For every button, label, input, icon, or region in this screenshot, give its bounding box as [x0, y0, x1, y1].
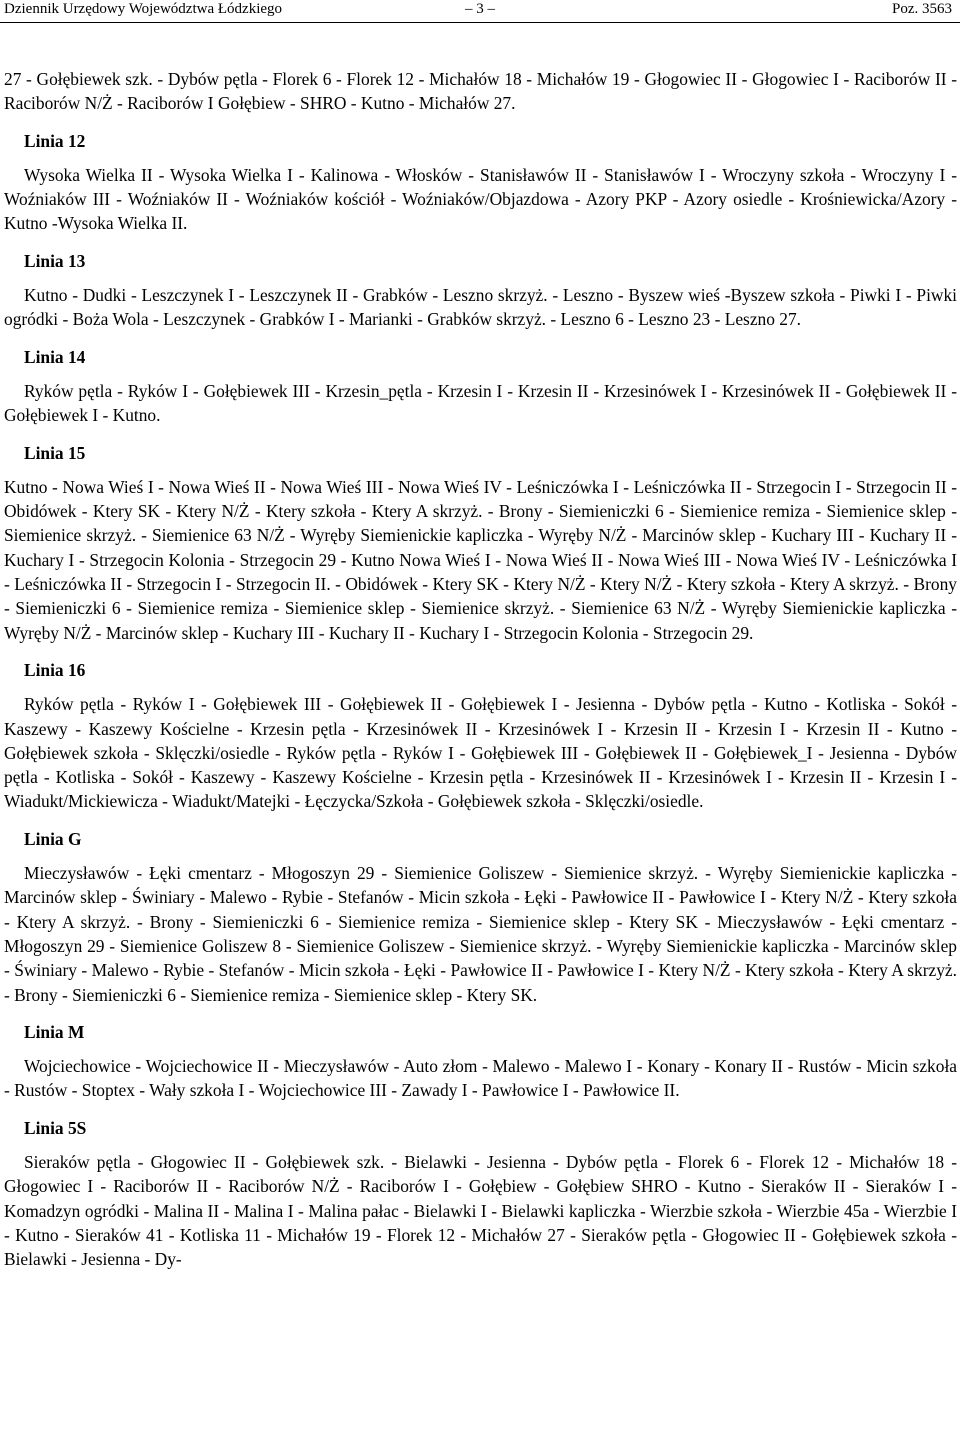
- continued-route-text: 27 - Gołębiewek szk. - Dybów pętla - Florek 6 - Florek 12 - Michałów 18 - Michałów 19 - Głogowiec II - Głogowiec I - Raciborów II - Raciborów N/Ż - Raciborów I Gołębiew - SHRO - Kutno - Michałów 27.: [4, 69, 957, 114]
- section-heading-linia-g: Linia G: [24, 828, 82, 849]
- route-text-linia-g: Mieczysławów - Łęki cmentarz - Młogoszyn 29 - Siemienice Goliszew - Siemienice skrzyż. - Wyręby Siemienickie kapliczka - Marcinów sklep - Świniary - Malewo - Rybie - Stefanów - Micin szkoła - Łęki - Pawłowice II - Pawłowice I - Ktery N/Ż - Ktery szkoła - Ktery A skrzyż. - Brony - Siemieniczki 6 - Siemienice remiza - Siemienice sklep - Ktery SK - Mieczysławów - Łęki cmentarz - Młogoszyn 29 - Siemienice Goliszew 8 - Siemienice Goliszew - Siemienice skrzyż. - Wyręby Siemienickie kapliczka - Marcinów sklep - Świniary - Malewo - Rybie - Stefanów - Micin szkoła - Łęki - Pawłowice II - Pawłowice I - Ktery N/Ż - Ktery szkoła - Ktery A skrzyż. - Brony - Siemieniczki 6 - Siemienice remiza - Siemienice sklep - Ktery SK.: [4, 863, 957, 1005]
- route-text-linia-16: Ryków pętla - Ryków I - Gołębiewek III - Gołębiewek II - Gołębiewek I - Jesienna - Dybów pętla - Kutno - Kotliska - Sokół - Kaszewy - Kaszewy Kościelne - Krzesin pętla - Krzesinówek II - Krzesinówek I - Krzesin II - Krzesin I - Krzesin II - Kutno - Gołębiewek szkoła - Sklęczki/osiedle - Ryków pętla - Ryków I - Gołębiewek III - Gołębiewek II - Gołębiewek_I - Jesienna - Dybów pętla - Kotliska - Sokół - Kaszewy - Kaszewy Kościelne - Krzesin pętla - Krzesinówek II - Krzesinówek I - Krzesin II - Krzesin I - Wiadukt/Mickiewicza - Wiadukt/Matejki - Łęczycka/Szkoła - Gołębiewek szkoła - Sklęczki/osiedle.: [4, 694, 957, 812]
- journal-title: Dziennik Urzędowy Województwa Łódzkiego: [4, 1, 283, 17]
- route-text-linia-15: Kutno - Nowa Wieś I - Nowa Wieś II - Nowa Wieś III - Nowa Wieś IV - Leśniczówka I - Leśniczówka II - Strzegocin I - Strzegocin II - Obidówek - Ktery SK - Ktery N/Ż - Ktery szkoła - Ktery A skrzyż. - Brony - Siemieniczki 6 - Siemienice remiza - Siemienice sklep - Siemienice skrzyż. - Siemienice 63 N/Ż - Wyręby Siemienickie kapliczka - Wyręby N/Ż - Marcinów sklep - Kuchary III - Kuchary II - Kuchary I - Strzegocin Kolonia - Strzegocin 29 - Kutno Nowa Wieś I - Nowa Wieś II - Nowa Wieś III - Nowa Wieś IV - Leśniczówka I - Leśniczówka II - Strzegocin I - Strzegocin II. - Obidówek - Ktery SK - Ktery N/Ż - Ktery N/Ż - Ktery szkoła - Ktery A skrzyż. - Brony - Siemieniczki 6 - Siemienice remiza - Siemienice sklep - Siemienice skrzyż. - Siemienice 63 N/Ż - Wyręby Siemienickie kapliczka - Wyręby N/Ż - Marcinów sklep - Kuchary III - Kuchary II - Kuchary I - Strzegocin Kolonia - Strzegocin 29.: [4, 476, 957, 643]
- position-number: Poz. 3563: [892, 1, 952, 17]
- route-text-linia-5s: Sieraków pętla - Głogowiec II - Gołębiewek szk. - Bielawki - Jesienna - Dybów pętla - Florek 6 - Florek 12 - Michałów 18 - Głogowiec I - Raciborów II - Raciborów N/Ż - Raciborów I - Gołębiew - Gołębiew SHRO - Kutno - Sieraków II - Sieraków I - Komadzyn ogródki - Malina II - Malina I - Malina pałac - Bielawki I - Bielawki kapliczka - Wierzbie szkoła - Wierzbie 45a - Wierzbie I - Kutno - Sieraków 41 - Kotliska 11 - Michałów 19 - Florek 12 - Michałów 27 - Sieraków pętla - Głogowiec II - Gołębiewek szkoła - Bielawki - Jesienna - Dy-: [4, 1151, 957, 1270]
- section-heading-linia-5s: Linia 5S: [24, 1117, 87, 1138]
- section-heading-linia-m: Linia M: [24, 1021, 85, 1042]
- route-text-linia-12: Wysoka Wielka II - Wysoka Wielka I - Kalinowa - Włosków - Stanisławów II - Stanisławów I - Wroczyny szkoła - Wroczyny I - Woźniaków III - Woźniaków II - Woźniaków kościół - Woźniaków/Objazdowa - Azory PKP - Azory osiedle - Krośniewicka/Azory - Kutno -Wysoka Wielka II.: [4, 164, 957, 234]
- section-heading-linia-12: Linia 12: [24, 130, 86, 151]
- document-body: [4, 67, 957, 1271]
- page-header: [0, 0, 960, 23]
- section-heading-linia-14: Linia 14: [24, 346, 86, 367]
- section-heading-linia-16: Linia 16: [24, 659, 86, 680]
- route-text-linia-14: Ryków pętla - Ryków I - Gołębiewek III - Krzesin_pętla - Krzesin I - Krzesin II - Krzesinówek I - Krzesinówek II - Gołębiewek II - Gołębiewek I - Kutno.: [4, 380, 957, 426]
- section-heading-linia-13: Linia 13: [24, 250, 86, 271]
- route-text-linia-13: Kutno - Dudki - Leszczynek I - Leszczynek II - Grabków - Leszno skrzyż. - Leszno - Byszew wieś -Byszew szkoła - Piwki I - Piwki ogródki - Boża Wola - Leszczynek - Grabków I - Marianki - Grabków skrzyż. - Leszno 6 - Leszno 23 - Leszno 27.: [4, 285, 957, 330]
- section-heading-linia-15: Linia 15: [24, 442, 86, 463]
- route-text-linia-m: Wojciechowice - Wojciechowice II - Mieczysławów - Auto złom - Malewo - Malewo I - Konary - Konary II - Rustów - Micin szkoła - Rustów - Stoptex - Wały szkoła I - Wojciechowice III - Zawady I - Pawłowice I - Pawłowice II.: [4, 1056, 957, 1101]
- page-number: – 3 –: [465, 1, 495, 17]
